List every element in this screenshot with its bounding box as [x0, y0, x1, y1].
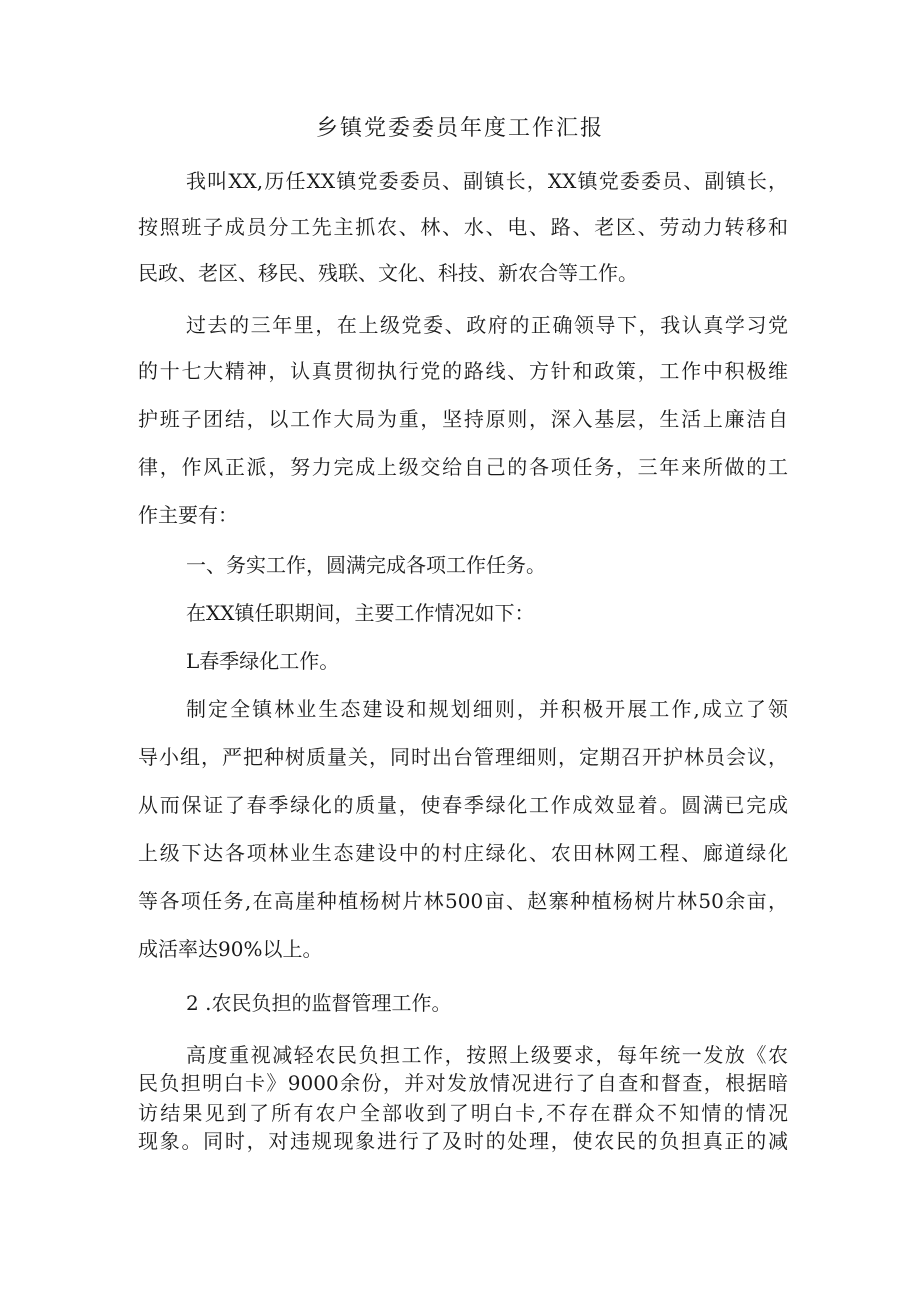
paragraph-line: 导小组，严把种树质量关，同时出台管理细则，定期召开护林员会议， [138, 745, 788, 769]
paragraph-line: 从而保证了春季绿化的质量，使春季绿化工作成效显着。圆满已完成 [138, 793, 788, 817]
section-heading: 一、务实工作，圆满完成各项工作任务。 [186, 553, 546, 577]
paragraph-line: 民政、老区、移民、残联、文化、科技、新农合等工作。 [138, 261, 638, 285]
paragraph-line: 律，作风正派，努力完成上级交给自己的各项任务，三年来所做的工 [138, 455, 788, 479]
paragraph-line: 护班子团结，以工作大局为重，坚持原则，深入基层，生活上廉洁自 [138, 407, 788, 431]
paragraph-line: 上级下达各项林业生态建设中的村庄绿化、农田林网工程、廊道绿化 [138, 841, 788, 865]
subsection-heading: 2 .农民负担的监督管理工作。 [186, 991, 452, 1015]
paragraph-line: 在XX镇任职期间，主要工作情况如下： [186, 601, 535, 625]
paragraph-line: 我叫XX,历任XX镇党委委员、副镇长，XX镇党委委员、副镇长， [186, 169, 788, 193]
subsection-heading: L春季绿化工作。 [186, 649, 340, 673]
paragraph-line: 成活率达90%以上。 [138, 937, 323, 961]
paragraph-line: 的十七大精神，认真贯彻执行党的路线、方针和政策，工作中积极维 [138, 359, 788, 383]
paragraph-line: 访结果见到了所有农户全部收到了明白卡,不存在群众不知情的情况 [138, 1101, 788, 1125]
paragraph-line: 作主要有： [138, 503, 238, 527]
paragraph-line: 现象。同时，对违规现象进行了及时的处理，使农民的负担真正的减 [138, 1129, 788, 1153]
paragraph-line: 民负担明白卡》9000余份，并对发放情况进行了自查和督查，根据暗 [138, 1071, 788, 1095]
paragraph-line: 等各项任务,在高崖种植杨树片林500亩、赵寨种植杨树片林50余亩， [138, 889, 788, 913]
paragraph-line: 制定全镇林业生态建设和规划细则，并积极开展工作,成立了领 [186, 697, 788, 721]
paragraph-line: 过去的三年里，在上级党委、政府的正确领导下，我认真学习党 [186, 313, 788, 337]
paragraph-line: 高度重视减轻农民负担工作，按照上级要求，每年统一发放《农 [186, 1043, 788, 1067]
document-title: 乡镇党委委员年度工作汇报 [315, 116, 604, 141]
paragraph-line: 按照班子成员分工先主抓农、林、水、电、路、老区、劳动力转移和 [138, 215, 788, 239]
